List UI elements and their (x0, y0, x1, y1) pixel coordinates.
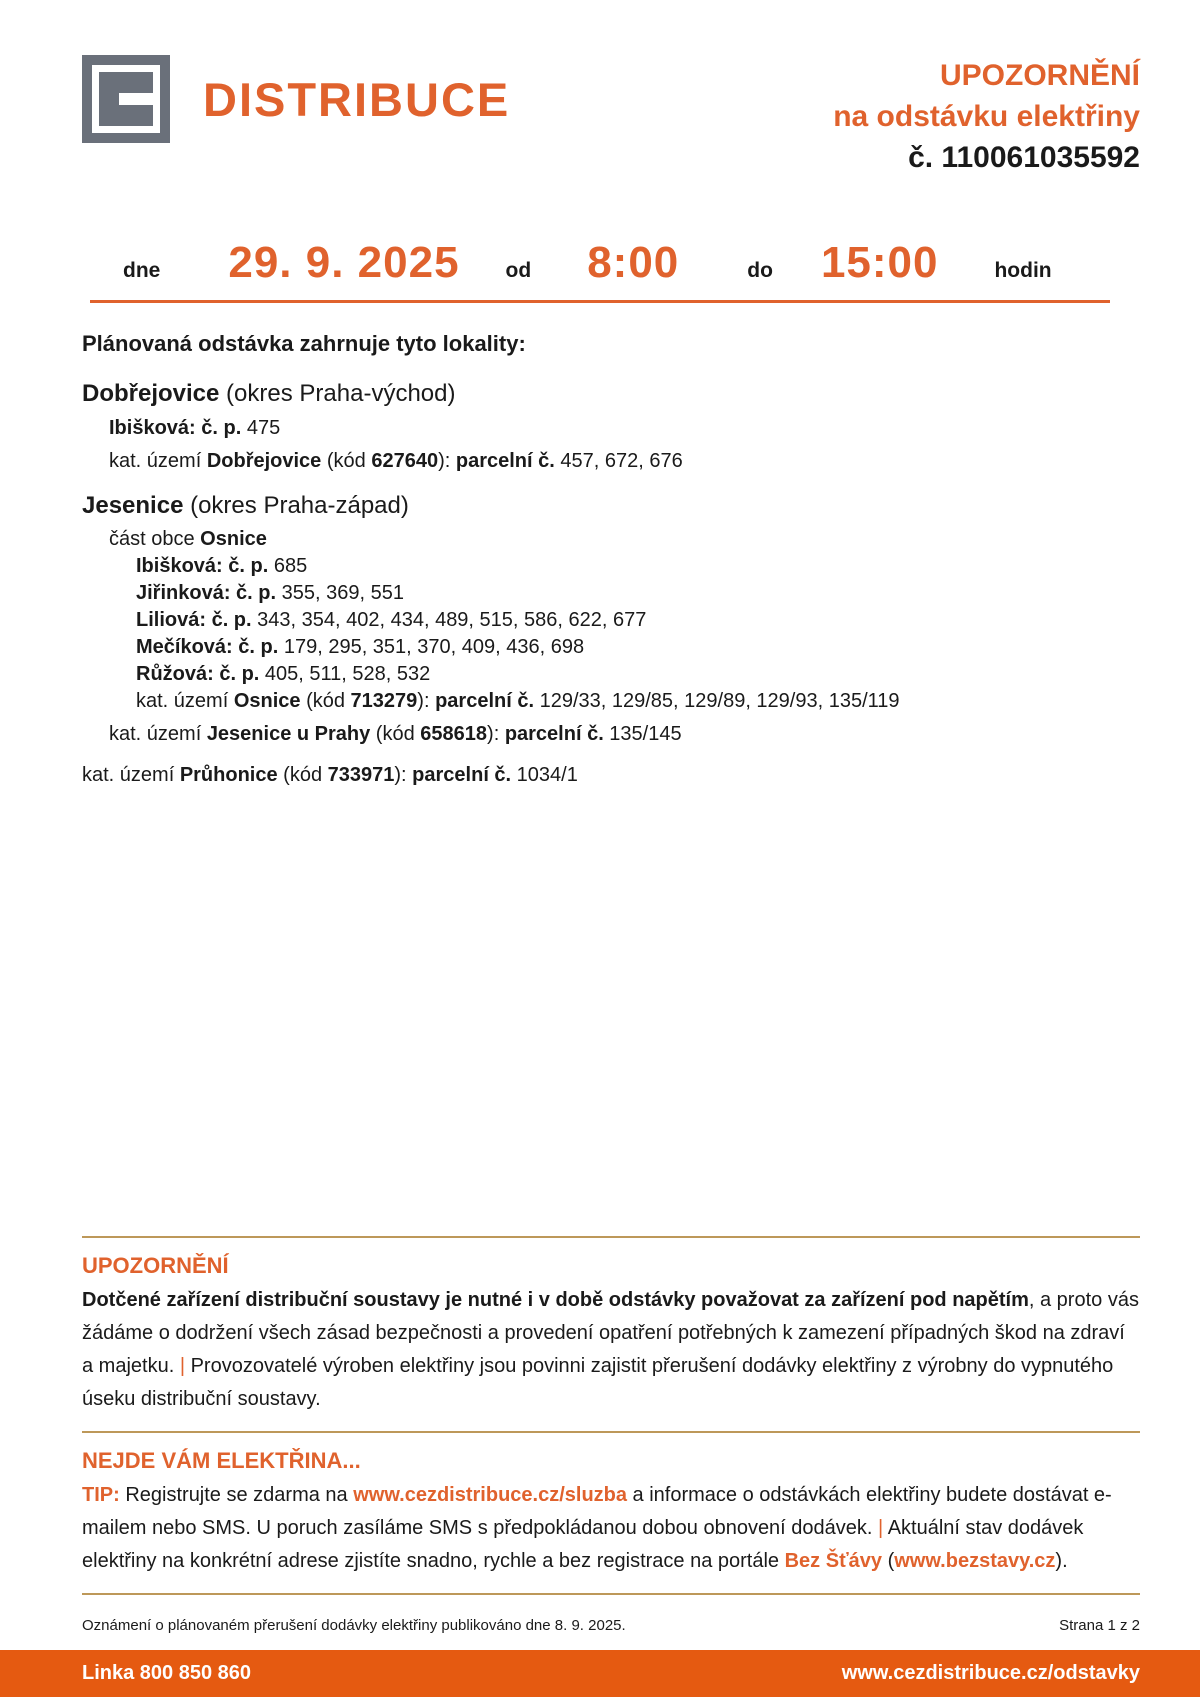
text-segment: 457, 672, 676 (554, 450, 683, 472)
help-heading: NEJDE VÁM ELEKTŘINA... (82, 1448, 361, 1473)
text-segment: ): (487, 723, 505, 745)
part-of-town-line (82, 526, 1140, 553)
outage-time-to: 15:00 (820, 238, 939, 287)
section-divider (82, 1431, 1140, 1433)
text-segment: kat. území (82, 764, 180, 786)
text-segment: parcelní č. (504, 723, 604, 745)
text-segment: kat. území (136, 690, 234, 712)
inline-link[interactable]: www.cezdistribuce.cz/sluzba (353, 1484, 627, 1506)
footer-phone: Linka 800 850 860 (82, 1662, 252, 1684)
text-segment: , a proto vás žádáme o dodržení všech zásad bezpečnosti a provedení opatření potřebných k zamezení případných škod na zdraví a majetku. (82, 1289, 1139, 1377)
text-segment: Mečíková: č. p. (136, 636, 279, 658)
text-segment: Jesenice u Prahy (206, 723, 371, 745)
text-segment: 733971 (327, 764, 395, 786)
publication-row (82, 1617, 1140, 1634)
street-line (82, 607, 1140, 634)
street-line (82, 661, 1140, 688)
page-number: Strana 1 z 2 (1059, 1617, 1140, 1634)
municipality-line (82, 491, 1140, 521)
text-segment: | (179, 1355, 186, 1377)
bottom-sections (82, 1236, 1140, 1634)
text-segment: Ibišková: č. p. (109, 417, 242, 439)
text-segment: ): (438, 450, 456, 472)
text-segment: parcelní č. (455, 450, 555, 472)
text-segment: Jesenice (82, 492, 184, 519)
street-line (82, 553, 1140, 580)
text-segment: parcelní č. (435, 690, 535, 712)
schedule-section (82, 238, 1140, 303)
localities-section (82, 331, 1140, 789)
text-segment: 343, 354, 402, 434, 489, 515, 586, 622, 677 (251, 609, 647, 631)
schedule-label-od: od (505, 259, 532, 282)
text-segment: (okres Praha-západ) (183, 492, 409, 519)
text-segment: Dotčené zařízení distribuční soustavy je nutné i v době odstávky považovat za zařízení pod napětím (82, 1289, 1029, 1311)
kat-uzemi-line (82, 762, 1140, 789)
text-segment: ): (394, 764, 413, 786)
footer-url[interactable]: www.cezdistribuce.cz/odstavky (841, 1662, 1140, 1684)
text-segment: (okres Praha-východ) (219, 380, 456, 407)
text-segment: TIP: (82, 1484, 120, 1506)
text-segment: 475 (241, 417, 281, 439)
notice-title: UPOZORNĚNÍ (939, 59, 1140, 92)
warning-paragraph (82, 1284, 1140, 1416)
help-paragraph (82, 1479, 1140, 1578)
text-segment: 179, 295, 351, 370, 409, 436, 698 (278, 636, 585, 658)
text-segment: 713279 (350, 690, 418, 712)
text-segment: (kód (370, 723, 421, 745)
cez-logo-icon (82, 55, 170, 143)
notice-number: č. 110061035592 (908, 141, 1140, 174)
text-segment: (kód (321, 450, 372, 472)
notice-title-block (833, 55, 1140, 178)
published-note: Oznámení o plánovaném přerušení dodávky elektřiny publikováno dne 8. 9. 2025. (82, 1617, 626, 1634)
text-segment: a informace o odstávkách elektřiny budete dostávat e-mailem nebo SMS. U poruch zasíláme SMS s předpokládanou dobou obnovení dodávek. (82, 1484, 1112, 1539)
text-segment: 405, 511, 528, 532 (259, 663, 431, 685)
text-segment: Aktuální stav dodávek elektřiny na konkrétní adrese zjistíte snadno, rychle a bez registrace na portále (82, 1517, 1084, 1572)
schedule-label-do: do (747, 259, 773, 282)
text-segment: 355, 369, 551 (276, 582, 404, 604)
text-segment: Provozovatelé výroben elektřiny jsou povinni zajistit přerušení dodávky elektřiny z výrobny do vypnutého úseku distribuční soustavy. (82, 1355, 1114, 1410)
brand-block (82, 55, 510, 143)
section-divider (82, 1236, 1140, 1238)
text-segment: 658618 (420, 723, 488, 745)
street-line (82, 580, 1140, 607)
section-divider (82, 1593, 1140, 1595)
text-segment: Jiřinková: č. p. (136, 582, 277, 604)
cez-logo-notch-shape (119, 93, 153, 105)
text-segment: Dobřejovice (82, 380, 220, 407)
text-segment: ( (882, 1550, 895, 1572)
kat-uzemi-line (82, 448, 1140, 475)
schedule-row (82, 238, 1140, 288)
text-segment: (kód (300, 690, 351, 712)
text-segment: 135/145 (603, 723, 682, 745)
warning-heading: UPOZORNĚNÍ (82, 1253, 229, 1278)
text-segment: Bez Šťávy (784, 1550, 883, 1572)
text-segment: 685 (268, 555, 308, 577)
street-line (82, 634, 1140, 661)
text-segment: parcelní č. (412, 764, 512, 786)
text-segment: Registrujte se zdarma na (119, 1484, 354, 1506)
street-line (82, 415, 1140, 442)
text-segment: část obce (109, 528, 201, 550)
schedule-label-hodin: hodin (994, 259, 1052, 282)
text-segment: 1034/1 (511, 764, 578, 786)
text-segment: kat. území (109, 450, 207, 472)
text-segment: Osnice (200, 528, 267, 550)
text-segment: Liliová: č. p. (136, 609, 252, 631)
outage-time-from: 8:00 (587, 238, 680, 287)
text-segment: 129/33, 129/85, 129/89, 129/93, 135/119 (534, 690, 900, 712)
kat-uzemi-line (82, 721, 1140, 748)
text-segment: (kód (277, 764, 328, 786)
brand-name: DISTRIBUCE (203, 72, 511, 126)
localities-heading: Plánovaná odstávka zahrnuje tyto lokality: (82, 331, 526, 356)
header (0, 0, 1200, 178)
text-segment: kat. území (109, 723, 207, 745)
text-segment: ): (417, 690, 436, 712)
text-segment: Průhonice (179, 764, 278, 786)
schedule-label-dne: dne (123, 259, 161, 282)
text-segment: Růžová: č. p. (136, 663, 260, 685)
text-segment: ). (1055, 1550, 1068, 1572)
text-segment: Osnice (233, 690, 301, 712)
text-segment: Ibišková: č. p. (136, 555, 269, 577)
text-segment: Dobřejovice (206, 450, 322, 472)
text-segment: | (878, 1517, 884, 1539)
municipality-line (82, 379, 1140, 409)
kat-uzemi-line (82, 688, 1140, 715)
footer-bar (0, 1650, 1200, 1697)
schedule-underline (90, 300, 1110, 303)
outage-date: 29. 9. 2025 (228, 238, 460, 287)
inline-link[interactable]: www.bezstavy.cz (894, 1550, 1056, 1572)
notice-subtitle: na odstávku elektřiny (833, 100, 1140, 133)
text-segment: 627640 (371, 450, 439, 472)
